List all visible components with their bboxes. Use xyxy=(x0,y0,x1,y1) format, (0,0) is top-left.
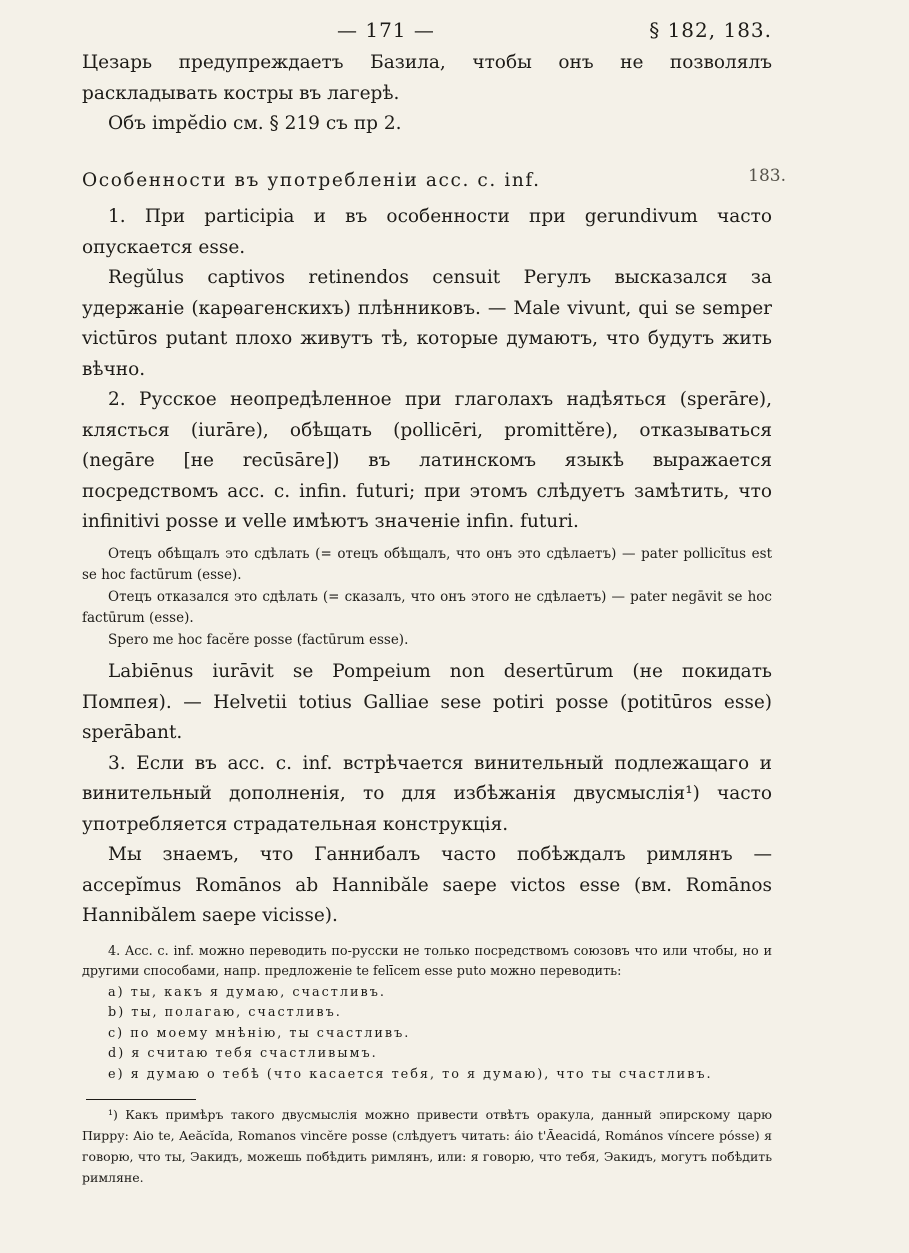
paragraph: Мы знаемъ, что Ганнибалъ часто побѣждалъ римлянъ — accepĭmus Romānos ab Hannibăle saepe victos esse (вм. Romānos Hannibălem saepe vicisse). xyxy=(82,844,772,926)
list-item: e) я думаю о тебѣ (что касается тебя, то я думаю), что ты счастливъ. xyxy=(108,1066,713,1082)
paragraph: 4. Acc. c. inf. можно переводить по-русски не только посредствомъ союзовъ что или чтобы, но и другими способами, напр. предложеніе te felīcem esse puto можно переводить: xyxy=(82,943,772,979)
example: Отецъ отказался это сдѣлать (= сказалъ, что онъ этого не сдѣлаетъ) — pater negāvit se hoc factūrum (esse). xyxy=(82,588,772,626)
example: Отецъ обѣщалъ это сдѣлать (= отецъ обѣщалъ, что онъ это сдѣлаетъ) — pater pollicĭtus est se hoc factūrum (esse). xyxy=(82,545,772,583)
section-heading: Особенности въ употребленіи acc. c. inf. xyxy=(82,169,541,191)
text-line: Цезарь предупреждаетъ Базила, чтобы онъ не позволялъ раскладывать костры въ лагерѣ. xyxy=(82,52,772,104)
running-header xyxy=(82,14,772,48)
page-number: — 171 — xyxy=(337,18,435,42)
paragraph: 2. Русское неопредѣленное при глаголахъ надѣяться (sperāre), клясться (iurāre), обѣщать (pollicēri, promittĕre), отказываться (negāre [не recūsāre]) въ латинскомъ языкѣ выражается посредствомъ acc. c. infin. futuri; при этомъ слѣдуетъ замѣтить, что infinitivi posse и velle имѣютъ значеніе infin. futuri. xyxy=(82,389,772,532)
paragraph: 3. Если въ acc. c. inf. встрѣчается винительный подлежащаго и винительный дополненія, то для избѣжанія двусмыслія¹) часто употребляется страдательная конструкція. xyxy=(82,752,772,835)
text-line: Объ impĕdio см. § 219 съ пр 2. xyxy=(108,113,402,134)
book-page xyxy=(82,14,786,1188)
list-item: d) я считаю тебя счастливымъ. xyxy=(108,1046,378,1061)
paragraph: Labiēnus iurāvit se Pompeium non desertūrum (не покидать Помпея). — Helvetii totius Galliae sese potiri posse (potitūros esse) sperābant. xyxy=(82,661,772,743)
footnote-divider xyxy=(86,1099,196,1100)
list-item: c) по моему мнѣнію, ты счастливъ. xyxy=(108,1025,411,1041)
paragraph: 1. При participia и въ особенности при gerundivum часто опускается esse. xyxy=(82,206,772,258)
paragraph: Regŭlus captivos retinendos censuit Регулъ высказался за удержаніе (карѳагенскихъ) плѣнниковъ. — Male vivunt, qui se semper victūros putant плохо живутъ тѣ, которые думаютъ, что будутъ жить вѣчно. xyxy=(82,267,772,380)
list-item: b) ты, полагаю, счастливъ. xyxy=(108,1005,342,1020)
footnote: ¹) Какъ примѣръ такого двусмыслія можно привести отвѣтъ оракула, данный эпирскому царю Пирру: Aio te, Aeăcĭda, Romanos vincĕre posse (слѣдуетъ читать: áio t'Āeacidá, Romános víncere pósse) я говорю, что ты, Эакидъ, можешь побѣдить римлянъ, или: я говорю, что тебя, Эакидъ, могутъ побѣдить римляне. xyxy=(82,1107,772,1185)
section-marginal-number: 183. xyxy=(748,165,786,186)
example: Spero me hoc facĕre posse (factūrum esse). xyxy=(108,631,409,648)
list-item: a) ты, какъ я думаю, счастливъ. xyxy=(108,984,386,1000)
section-numbers: § 182, 183. xyxy=(649,18,772,42)
section-heading-row xyxy=(82,165,786,197)
